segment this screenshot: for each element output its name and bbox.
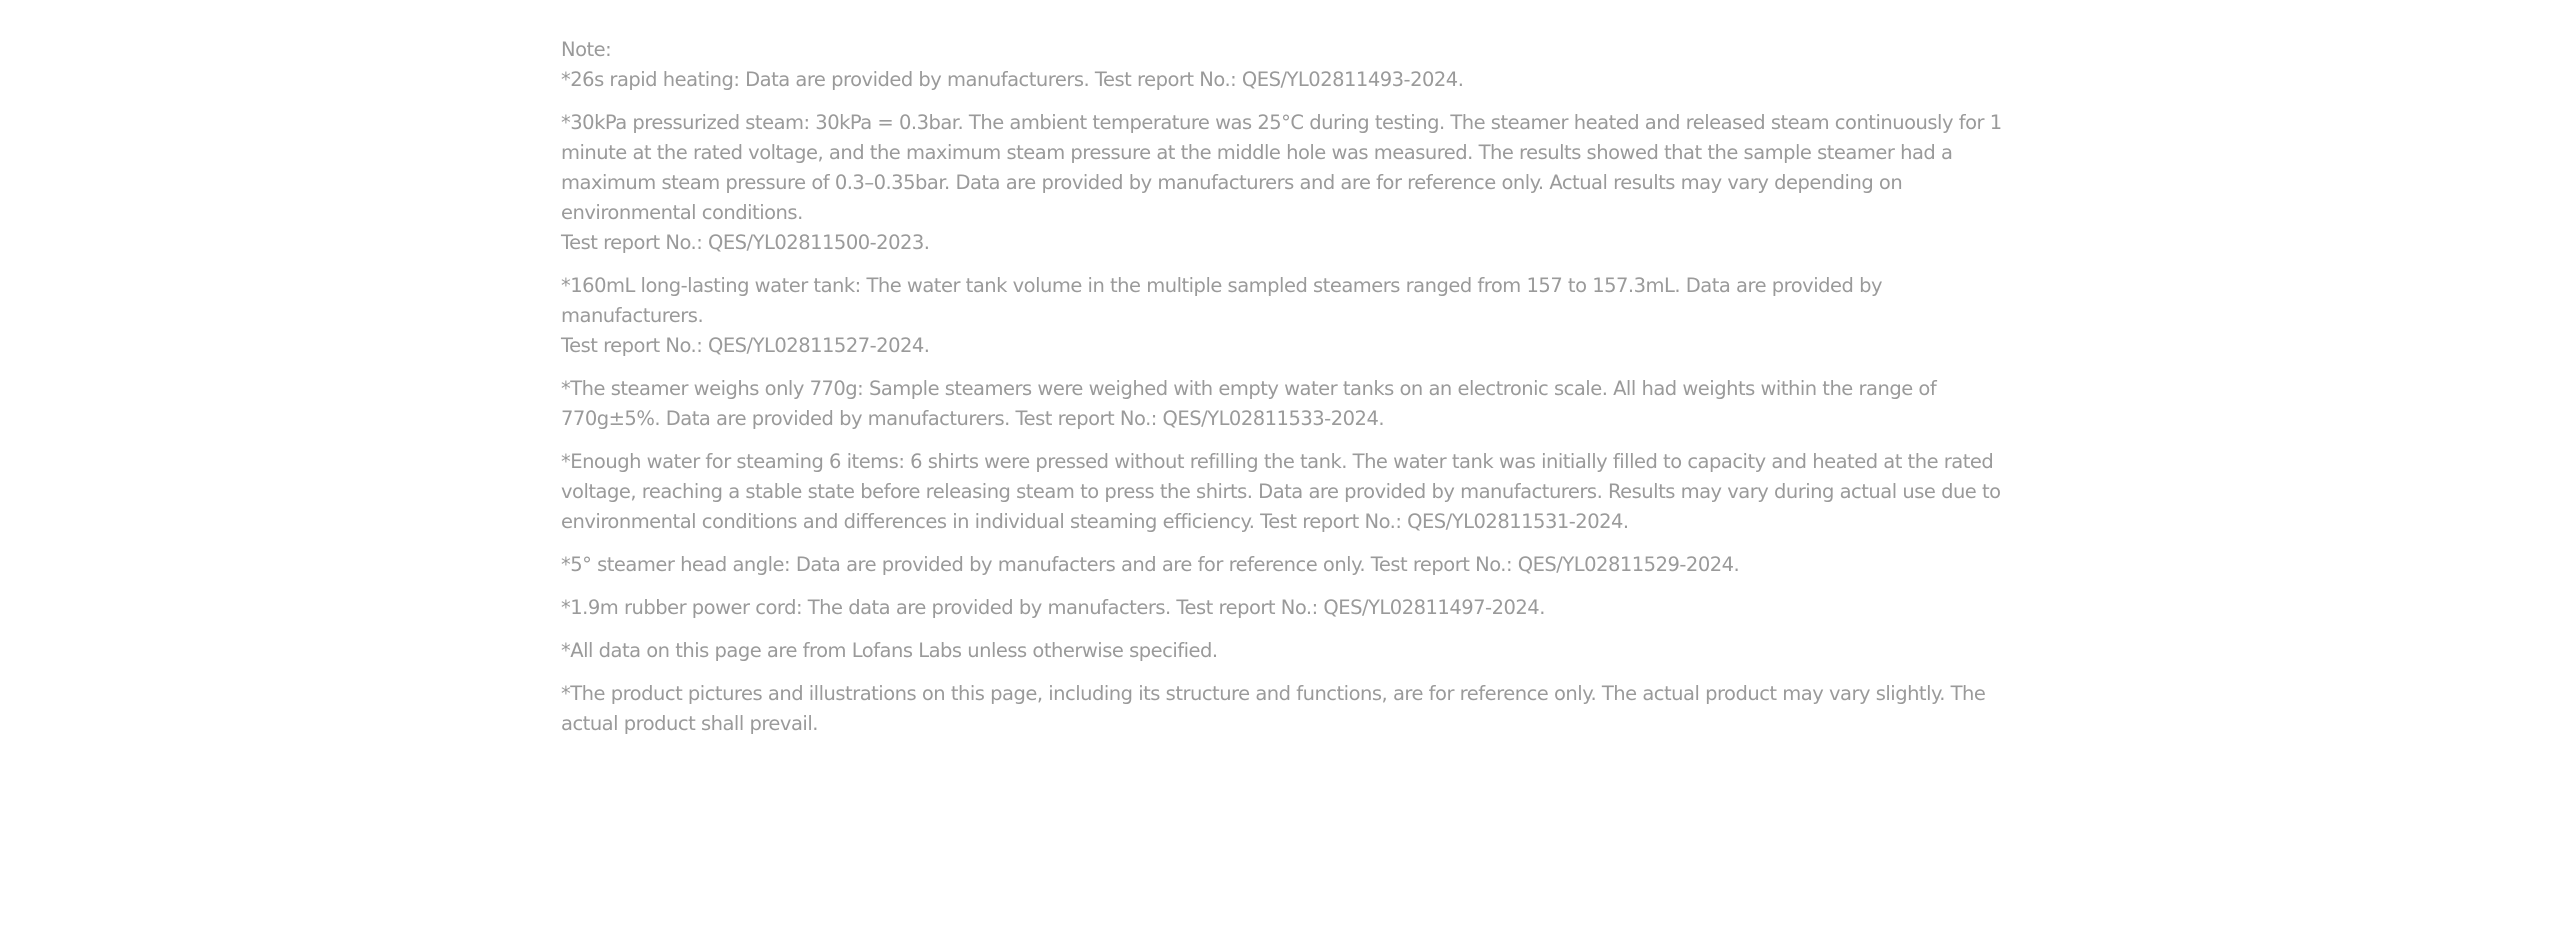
note-water-tank xyxy=(561,271,2006,361)
note-product-pictures: *The product pictures and illustrations on this page, including its structure and functions, are for reference only. The actual product may vary slightly. The actual product shall prevail. xyxy=(561,682,1986,735)
note-pressurized-steam xyxy=(561,108,2006,258)
note-power-cord: *1.9m rubber power cord: The data are provided by manufacters. Test report No.: QES/YL02811497-2024. xyxy=(561,596,1545,619)
note-data-source: *All data on this page are from Lofans Labs unless otherwise specified. xyxy=(561,639,1218,662)
note-steamer-weight: *The steamer weighs only 770g: Sample steamers were weighed with empty water tanks on an electronic scale. All had weights within the range of 770g±5%. Data are provided by manufacturers. Test report No.: QES/YL02811533-2024. xyxy=(561,377,1937,430)
note-pressurized-steam-text: *30kPa pressurized steam: 30kPa = 0.3bar. The ambient temperature was 25°C during testing. The steamer heated and released steam continuously for 1 minute at the rated voltage, and the maximum steam pressure at the middle hole was measured. The results showed that the sample steamer had a maximum steam pressure of 0.3–0.35bar. Data are provided by manufacturers and are for reference only. Actual results may vary depending on environmental conditions. xyxy=(561,111,2002,224)
note-water-tank-report: Test report No.: QES/YL02811527-2024. xyxy=(561,334,930,357)
disclaimer-notes xyxy=(561,35,2006,752)
note-steaming-items: *Enough water for steaming 6 items: 6 shirts were pressed without refilling the tank. The water tank was initially filled to capacity and heated at the rated voltage, reaching a stable state before releasing steam to press the shirts. Data are provided by manufacturers. Results may vary during actual use due to environmental conditions and differences in individual steaming efficiency. Test report No.: QES/YL02811531-2024. xyxy=(561,450,2001,533)
note-pressurized-steam-report: Test report No.: QES/YL02811500-2023. xyxy=(561,231,930,254)
notes-heading: Note: xyxy=(561,38,612,61)
note-rapid-heating: *26s rapid heating: Data are provided by manufacturers. Test report No.: QES/YL02811493-2024. xyxy=(561,68,1464,91)
note-head-angle: *5° steamer head angle: Data are provided by manufacters and are for reference only. Test report No.: QES/YL02811529-2024. xyxy=(561,553,1740,576)
note-water-tank-text: *160mL long-lasting water tank: The water tank volume in the multiple sampled steamers ranged from 157 to 157.3mL. Data are provided by manufacturers. xyxy=(561,274,1882,327)
